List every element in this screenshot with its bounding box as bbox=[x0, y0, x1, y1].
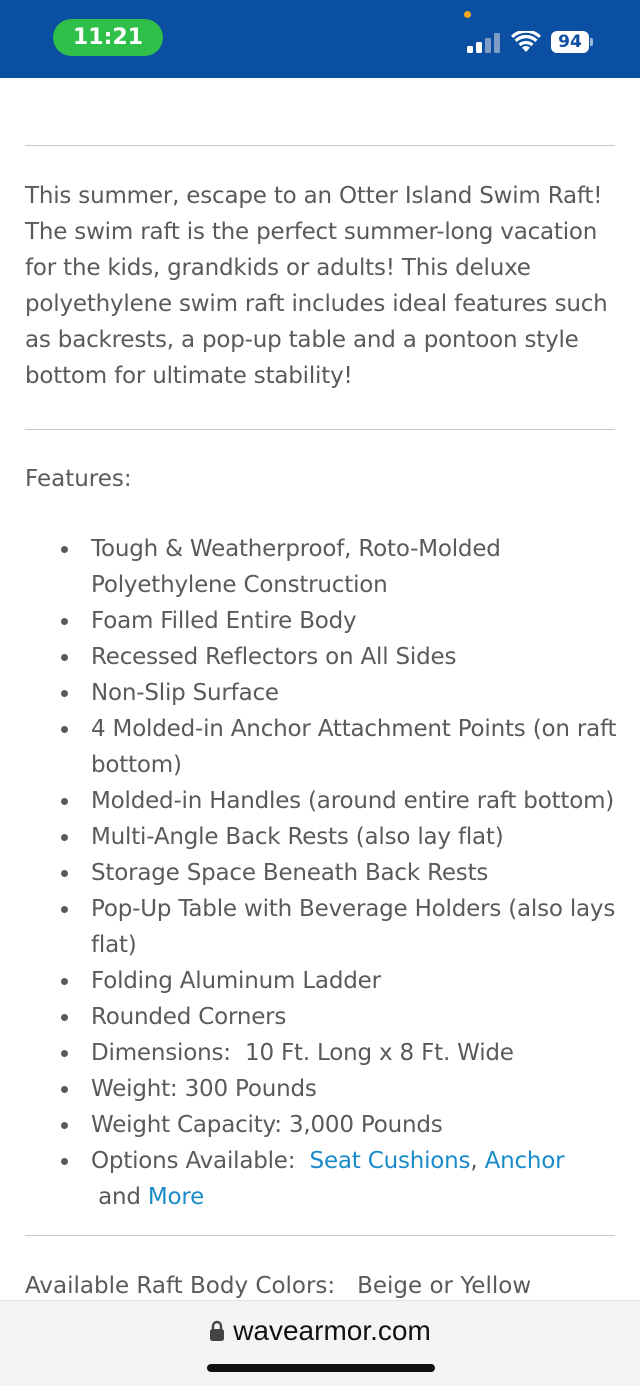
available-colors: Available Raft Body Colors: Beige or Yellow bbox=[25, 1273, 532, 1299]
bullet-icon bbox=[61, 690, 68, 697]
feature-item bbox=[91, 711, 621, 783]
feature-text: Dimensions: 10 Ft. Long x 8 Ft. Wide bbox=[91, 1040, 514, 1066]
feature-item bbox=[91, 1107, 621, 1143]
bullet-icon bbox=[61, 1122, 68, 1129]
feature-item bbox=[91, 639, 621, 675]
status-bar bbox=[0, 0, 640, 78]
feature-text: Storage Space Beneath Back Rests bbox=[91, 860, 489, 886]
feature-text: Molded-in Handles (around entire raft bottom) bbox=[91, 788, 615, 814]
features-heading: Features: bbox=[25, 466, 132, 492]
feature-text: Pop-Up Table with Beverage Holders (also lays flat) bbox=[91, 896, 616, 958]
feature-item bbox=[91, 1035, 621, 1071]
battery-icon bbox=[551, 31, 593, 53]
feature-text: Folding Aluminum Ladder bbox=[91, 968, 381, 994]
bullet-icon bbox=[61, 906, 68, 913]
feature-text: Non-Slip Surface bbox=[91, 680, 279, 706]
options-prefix: Options Available: bbox=[91, 1148, 310, 1174]
divider bbox=[25, 145, 615, 146]
feature-item bbox=[91, 675, 621, 711]
options-conjunction: and bbox=[91, 1184, 148, 1210]
feature-item bbox=[91, 1071, 621, 1107]
more-link[interactable]: More bbox=[147, 1184, 205, 1210]
bullet-icon bbox=[61, 870, 68, 877]
bullet-icon bbox=[61, 654, 68, 661]
anchor-link[interactable]: Anchor bbox=[484, 1148, 565, 1174]
feature-text: Foam Filled Entire Body bbox=[91, 608, 357, 634]
feature-item bbox=[91, 891, 621, 963]
feature-text: Multi-Angle Back Rests (also lay flat) bbox=[91, 824, 504, 850]
battery-tip bbox=[590, 38, 593, 46]
feature-text: Weight: 300 Pounds bbox=[91, 1076, 317, 1102]
bullet-icon bbox=[61, 978, 68, 985]
status-time: 11:21 bbox=[53, 19, 163, 56]
browser-bottom-bar bbox=[0, 1300, 640, 1386]
feature-text: Tough & Weatherproof, Roto-Molded Polyethylene Construction bbox=[91, 536, 501, 598]
feature-item bbox=[91, 855, 621, 891]
url-text: wavearmor.com bbox=[233, 1315, 431, 1346]
bullet-icon bbox=[61, 1050, 68, 1057]
feature-text: Rounded Corners bbox=[91, 1004, 287, 1030]
bullet-icon bbox=[61, 546, 68, 553]
feature-text: Weight Capacity: 3,000 Pounds bbox=[91, 1112, 443, 1138]
bullet-icon bbox=[61, 726, 68, 733]
feature-text: 4 Molded-in Anchor Attachment Points (on raft bottom) bbox=[91, 716, 617, 778]
signal-icon bbox=[467, 33, 501, 53]
bullet-icon bbox=[61, 1086, 68, 1093]
bullet-icon bbox=[61, 1014, 68, 1021]
feature-item bbox=[91, 999, 621, 1035]
feature-item bbox=[91, 963, 621, 999]
seat-cushions-link[interactable]: Seat Cushions bbox=[309, 1148, 471, 1174]
feature-item bbox=[91, 819, 621, 855]
address-bar[interactable] bbox=[0, 1315, 640, 1351]
divider bbox=[25, 429, 615, 430]
product-intro: This summer, escape to an Otter Island Swim Raft! The swim raft is the perfect summer-long vacation for the kids, grandkids or adults! This deluxe polyethylene swim raft includes ideal features such as backrests, a pop-up table and a pontoon style bottom for ultimate stability! bbox=[25, 183, 608, 389]
divider bbox=[25, 1235, 615, 1236]
bullet-icon bbox=[61, 834, 68, 841]
feature-item-options bbox=[91, 1143, 621, 1215]
wifi-icon bbox=[511, 31, 541, 53]
bullet-icon bbox=[61, 798, 68, 805]
bullet-icon bbox=[61, 618, 68, 625]
feature-text: Recessed Reflectors on All Sides bbox=[91, 644, 457, 670]
privacy-indicator-dot bbox=[464, 11, 471, 18]
feature-item bbox=[91, 783, 621, 819]
features-list bbox=[91, 531, 621, 1215]
feature-item bbox=[91, 603, 621, 639]
options-separator: , bbox=[470, 1148, 485, 1174]
bullet-icon bbox=[61, 1158, 68, 1165]
feature-item bbox=[91, 531, 621, 603]
lock-icon bbox=[209, 1320, 225, 1342]
battery-level: 94 bbox=[551, 31, 589, 53]
home-indicator[interactable] bbox=[207, 1364, 435, 1372]
